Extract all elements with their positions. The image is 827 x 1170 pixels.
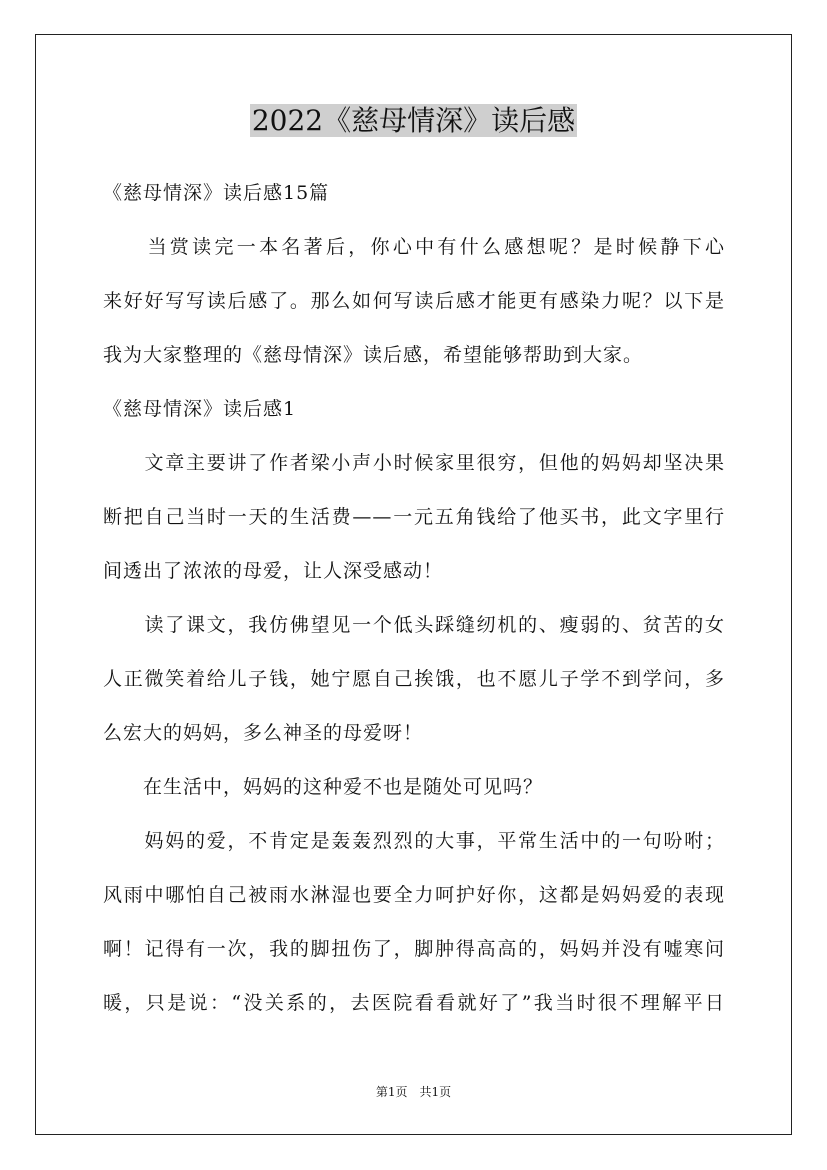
document-title [0,100,827,142]
section-heading: 《慈母情深》读后感1 [103,398,297,420]
body-line: 风雨中哪怕自己被雨水淋湿也要全力呵护好你，这都是妈妈爱的表现 [103,884,725,906]
intro-line: 我为大家整理的《慈母情深》读后感，希望能够帮助到大家。 [103,344,644,366]
document-title-text: 2022《慈母情深》读后感 [251,104,576,137]
document-subtitle: 《慈母情深》读后感15篇 [103,182,330,204]
body-line: 读了课文，我仿佛望见一个低头踩缝纫机的、瘦弱的、贫苦的女 [103,614,725,636]
body-line: 间透出了浓浓的母爱，让人深受感动！ [103,560,444,582]
body-line: 人正微笑着给儿子钱，她宁愿自己挨饿，也不愿儿子学不到学问，多 [103,668,725,690]
body-line: 暖，只是说：“没关系的，去医院看看就好了”我当时很不理解平日 [103,992,725,1014]
body-line: 么宏大的妈妈，多么神圣的母爱呀！ [103,722,424,744]
intro-line: 来好好写写读后感了。那么如何写读后感才能更有感染力呢？以下是 [103,290,725,312]
intro-line: 当赏读完一本名著后，你心中有什么感想呢？是时候静下心 [103,236,725,258]
body-line: 在生活中，妈妈的这种爱不也是随处可见吗？ [103,776,544,798]
body-line: 妈妈的爱，不肯定是轰轰烈烈的大事，平常生活中的一句吩咐； [103,830,725,852]
body-line: 断把自己当时一天的生活费——一元五角钱给了他买书，此文字里行 [103,506,725,528]
body-line: 啊！记得有一次，我的脚扭伤了，脚肿得高高的，妈妈并没有嘘寒问 [103,938,725,960]
body-line: 文章主要讲了作者梁小声小时候家里很穷，但他的妈妈却坚决果 [103,452,725,474]
page-footer: 第1页 共1页 [375,1085,452,1099]
